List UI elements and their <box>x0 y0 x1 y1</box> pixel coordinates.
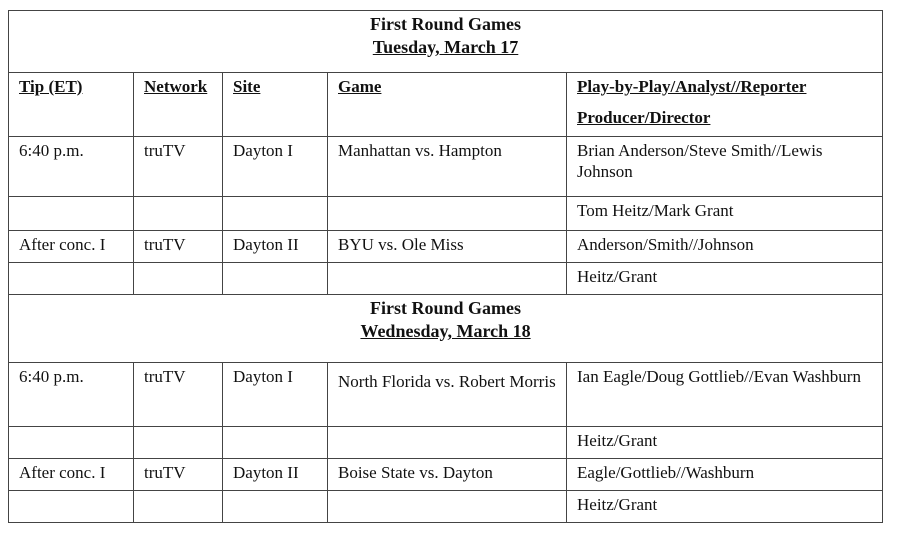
section-title: First Round Games <box>370 298 522 318</box>
cell-crew: Brian Anderson/Steve Smith//Lewis Johnson <box>567 137 883 197</box>
table-row <box>9 363 883 427</box>
header-tip: Tip (ET) <box>9 73 134 137</box>
table-row <box>9 263 883 295</box>
cell-site: Dayton II <box>223 459 328 491</box>
cell-crew: Heitz/Grant <box>567 491 883 523</box>
section-title: First Round Games <box>370 14 522 34</box>
cell-tip: 6:40 p.m. <box>9 363 134 427</box>
cell-network: truTV <box>134 231 223 263</box>
cell-network: truTV <box>134 363 223 427</box>
cell-site: Dayton I <box>223 137 328 197</box>
cell-network <box>134 263 223 295</box>
table-row <box>9 491 883 523</box>
column-header-row <box>9 73 883 137</box>
cell-crew: Eagle/Gottlieb//Washburn <box>567 459 883 491</box>
cell-network: truTV <box>134 137 223 197</box>
cell-site <box>223 263 328 295</box>
cell-site: Dayton I <box>223 363 328 427</box>
table-row <box>9 137 883 197</box>
cell-network: truTV <box>134 459 223 491</box>
cell-tip <box>9 427 134 459</box>
cell-site <box>223 197 328 231</box>
cell-game <box>328 491 567 523</box>
cell-tip <box>9 197 134 231</box>
cell-crew: Anderson/Smith//Johnson <box>567 231 883 263</box>
cell-game: Boise State vs. Dayton <box>328 459 567 491</box>
cell-game <box>328 427 567 459</box>
cell-game <box>328 197 567 231</box>
cell-tip <box>9 491 134 523</box>
cell-game: BYU vs. Ole Miss <box>328 231 567 263</box>
cell-tip: After conc. I <box>9 459 134 491</box>
cell-crew: Ian Eagle/Doug Gottlieb//Evan Washburn <box>567 363 883 427</box>
section-date: Tuesday, March 17 <box>372 37 519 57</box>
header-game: Game <box>328 73 567 137</box>
section-date: Wednesday, March 18 <box>360 321 531 341</box>
table-row <box>9 231 883 263</box>
cell-crew: Heitz/Grant <box>567 263 883 295</box>
header-crew-line2: Producer/Director <box>577 108 711 127</box>
cell-network <box>134 427 223 459</box>
cell-game <box>328 263 567 295</box>
header-crew-line1: Play-by-Play/Analyst//Reporter <box>577 77 807 96</box>
schedule-table <box>8 10 883 523</box>
cell-tip <box>9 263 134 295</box>
table-row <box>9 459 883 491</box>
cell-crew: Heitz/Grant <box>567 427 883 459</box>
cell-tip: 6:40 p.m. <box>9 137 134 197</box>
cell-tip: After conc. I <box>9 231 134 263</box>
cell-network <box>134 491 223 523</box>
section-banner-wednesday <box>9 295 883 363</box>
cell-network <box>134 197 223 231</box>
table-row <box>9 427 883 459</box>
header-network: Network <box>134 73 223 137</box>
cell-site <box>223 491 328 523</box>
cell-site: Dayton II <box>223 231 328 263</box>
section-banner-tuesday <box>9 11 883 73</box>
cell-game: Manhattan vs. Hampton <box>328 137 567 197</box>
cell-site <box>223 427 328 459</box>
cell-crew: Tom Heitz/Mark Grant <box>567 197 883 231</box>
cell-game: North Florida vs. Robert Morris <box>328 363 567 427</box>
header-site: Site <box>223 73 328 137</box>
table-row <box>9 197 883 231</box>
